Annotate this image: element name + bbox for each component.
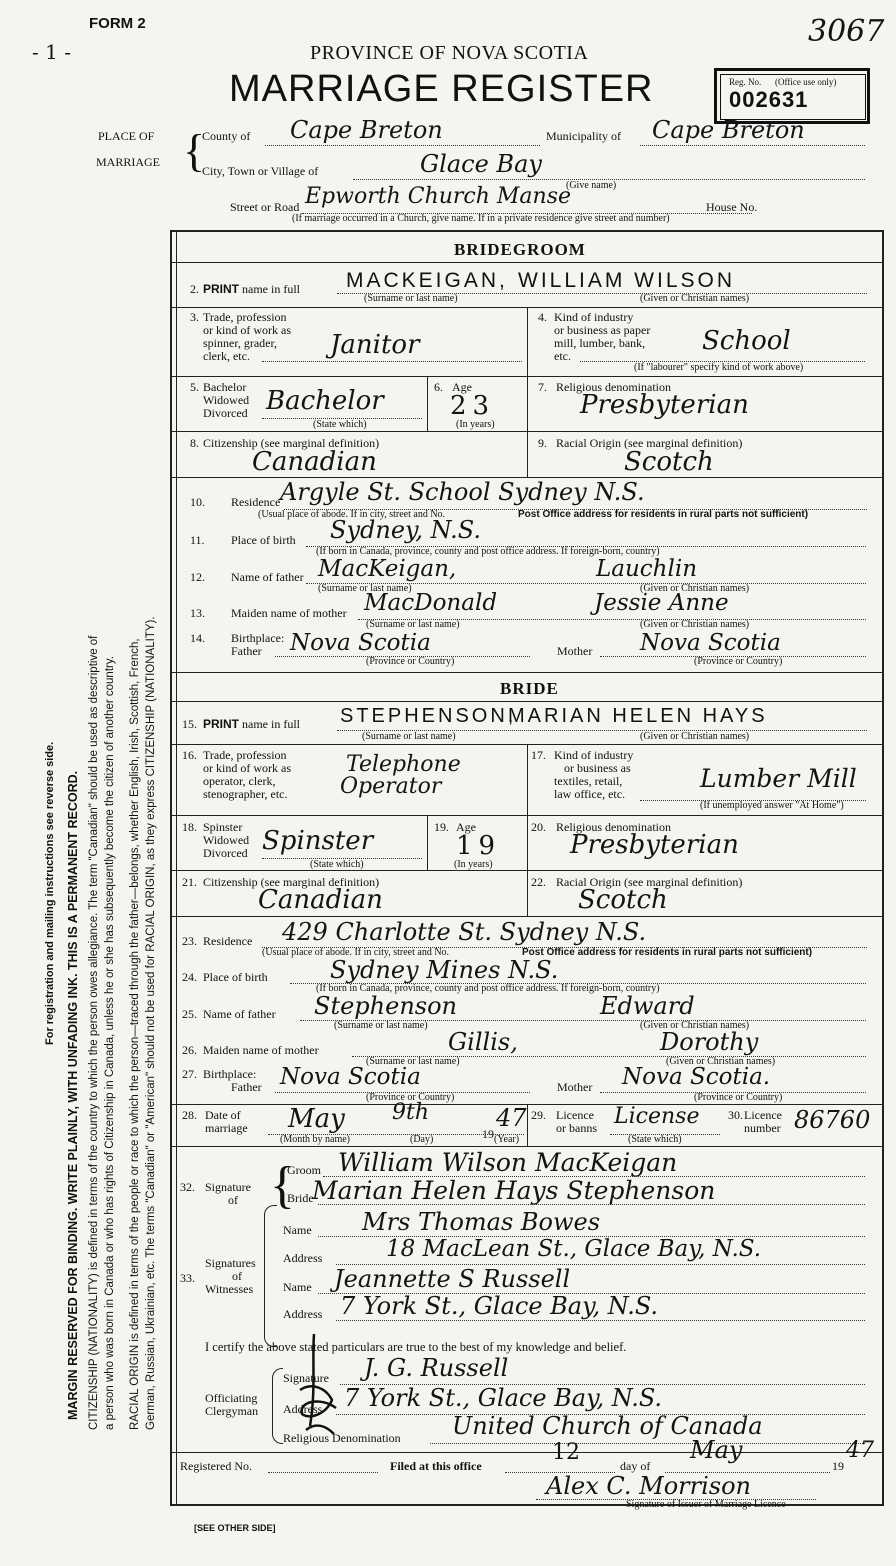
residence-label: Residence: [203, 934, 253, 948]
given-note: (Given or Christian names): [640, 619, 750, 630]
groom-racial-origin: Scotch: [624, 447, 714, 477]
bride-status-label-2: Widowed: [203, 833, 250, 847]
state-which-note: (State which): [310, 859, 364, 870]
margin-line-4: a person who was born in Canada or who has rights of Citizenship in Canada, unless he or she has subsequently become the citizen of another country.: [104, 656, 116, 1430]
bride-trade-label-1: Trade, profession: [203, 748, 287, 762]
birth-label: Place of birth: [231, 533, 296, 547]
bride-trade-line-1: Telephone: [346, 752, 461, 777]
racial-label: Racial Origin (see marginal definition): [556, 875, 743, 889]
birth-note: (If born in Canada, province, county and post office address. If foreign-born, country): [316, 546, 660, 557]
bride-trade-line-2: Operator: [340, 774, 442, 799]
county-label: County of: [202, 129, 251, 143]
item-number: 8.: [190, 436, 199, 450]
groom-trade-label-4: clerk, etc.: [203, 349, 250, 363]
item-number: 20.: [531, 820, 546, 834]
licence-label-1: Licence: [556, 1108, 594, 1122]
groom-given-names: WILLIAM WILSON: [518, 269, 736, 292]
given-note: (Given or Christian names): [640, 293, 750, 304]
item-number: 30.: [728, 1108, 743, 1122]
item-number: 12.: [190, 570, 205, 584]
bride-mother-surname: Gillis,: [448, 1028, 518, 1056]
age-label: Age: [456, 820, 476, 834]
surname-note: (Surname or last name): [366, 619, 460, 630]
corner-marks: - 1 -: [32, 40, 71, 64]
province-note: (Province or Country): [366, 656, 455, 667]
clergy-label-2: Clergyman: [205, 1404, 259, 1418]
bridegroom-heading: BRIDEGROOM: [454, 240, 586, 259]
bride-mother-given: Dorothy: [660, 1028, 759, 1056]
item-number: 16.: [182, 748, 197, 762]
groom-religion: Presbyterian: [580, 390, 749, 420]
licence-no-label-2: number: [744, 1121, 781, 1135]
citizenship-label: Citizenship (see marginal definition): [203, 436, 380, 450]
sig-label-2: of: [228, 1193, 238, 1207]
bride-citizenship: Canadian: [258, 885, 383, 915]
surname-note: (Surname or last name): [366, 1056, 460, 1067]
city-value: Glace Bay: [420, 150, 542, 178]
groom-industry-label-3: mill, lumber, bank,: [554, 336, 646, 350]
margin-line-1: For registration and mailing instructions see reverse side.: [44, 741, 56, 1045]
page-title: MARRIAGE REGISTER: [229, 68, 654, 110]
reg-no-value: 002631: [729, 87, 809, 112]
item-number: 4.: [538, 310, 547, 324]
clergy-address-label: Address: [283, 1402, 323, 1416]
given-note: (Given or Christian names): [640, 731, 750, 742]
item-number: 9.: [538, 436, 547, 450]
groom-trade: Janitor: [330, 330, 420, 360]
surname-note: (Surname or last name): [334, 1020, 428, 1031]
father-label: Name of father: [231, 570, 304, 584]
citizenship-label: Citizenship (see marginal definition): [203, 875, 380, 889]
clergy-address: 7 York St., Glace Bay, N.S.: [344, 1384, 663, 1412]
racial-label: Racial Origin (see marginal definition): [556, 436, 743, 450]
bride-mother-birthplace: Nova Scotia.: [622, 1064, 771, 1090]
bride-industry-note: (If unemployed answer "At Home"): [700, 800, 844, 811]
groom-status: Bachelor: [266, 386, 384, 416]
filed-label: Filed at this office: [390, 1459, 482, 1473]
province-heading: PROVINCE OF NOVA SCOTIA: [310, 42, 589, 64]
groom-sig-label: Groom: [287, 1163, 321, 1177]
father-word: Father: [231, 1080, 262, 1094]
bride-status: Spinster: [262, 826, 374, 856]
year-prefix: 19: [832, 1459, 844, 1473]
religion-label: Religious denomination: [556, 380, 671, 394]
bride-birthplace: Sydney Mines N.S.: [330, 956, 559, 984]
licence-number: 86760: [794, 1106, 871, 1134]
bride-trade-label-2: or kind of work as: [203, 761, 291, 775]
witness-label-3: Witnesses: [205, 1282, 254, 1296]
clergy-denomination: United Church of Canada: [452, 1412, 763, 1440]
year-note: (Year): [494, 1134, 520, 1145]
residence-note-a: (Usual place of abode. If in city, street and No.: [262, 947, 450, 958]
item-number: 26.: [182, 1043, 197, 1057]
bride-industry-label-3: textiles, retail,: [554, 774, 623, 788]
margin-line-2: MARGIN RESERVED FOR BINDING. WRITE PLAINLY, WITH UNFADING INK. THIS IS A PERMANENT RECORD.: [66, 770, 80, 1420]
groom-mother-given: Jessie Anne: [594, 590, 729, 616]
month-note: (Month by name): [280, 1134, 350, 1145]
place-heading-2: MARRIAGE: [96, 155, 161, 169]
state-which-note: (State which): [313, 419, 367, 430]
bride-industry-label-2: or business as: [564, 761, 631, 775]
item-number: 27.: [182, 1067, 197, 1081]
father-word: Father: [231, 644, 262, 658]
residence-note-b: Post Office address for residents in rural parts not sufficient): [518, 509, 809, 520]
filed-day: 12: [552, 1440, 580, 1465]
witness-1-name: Mrs Thomas Bowes: [362, 1208, 601, 1236]
county-value: Cape Breton: [290, 116, 443, 144]
bride-heading: BRIDE: [500, 679, 559, 698]
witness-label-1: Signatures: [205, 1256, 256, 1270]
issuer-label: Signature of Issuer of Marriage Licence: [626, 1499, 786, 1510]
day-note: (Day): [410, 1134, 434, 1145]
item-number: 15.: [182, 717, 197, 731]
street-note: (If marriage occurred in a Church, give name. If in a private residence give street and number): [292, 213, 670, 224]
bride-industry-label-1: Kind of industry: [554, 748, 634, 762]
item-number: 32.: [180, 1180, 195, 1194]
item-number: 2.: [190, 282, 199, 296]
bride-father-birthplace: Nova Scotia: [280, 1064, 421, 1090]
item-number: 17.: [531, 748, 546, 762]
margin-line-6: German, Russian, Ukrainian, etc. The terms "Canadian" or "American" should not be used for RACIAL ORIGIN, as they express CITIZENSHIP (NATIONALITY).: [145, 616, 157, 1430]
item-number: 25.: [182, 1007, 197, 1021]
witness-1-address: 18 MacLean St., Glace Bay, N.S.: [386, 1236, 762, 1262]
item-number: 18.: [182, 820, 197, 834]
registered-label: Registered No.: [180, 1459, 252, 1473]
birthplace-label: Birthplace:: [231, 631, 285, 645]
item-number: 33.: [180, 1271, 195, 1285]
groom-trade-label-2: or kind of work as: [203, 323, 291, 337]
age-label: Age: [452, 380, 472, 394]
province-note: (Province or Country): [694, 1092, 783, 1103]
groom-status-label-3: Divorced: [203, 406, 248, 420]
clergy-label-1: Officiating: [205, 1391, 258, 1405]
print-label: PRINT name in full: [203, 717, 300, 731]
item-number: 10.: [190, 495, 205, 509]
bride-trade-label-4: stenographer, etc.: [203, 787, 288, 801]
date-label-2: marriage: [205, 1121, 248, 1135]
groom-mother-surname: MacDonald: [364, 590, 498, 616]
witness-1-address-label: Address: [283, 1251, 323, 1265]
item-number: 6.: [434, 380, 443, 394]
groom-father-surname: MacKeigan,: [318, 556, 457, 582]
give-name-note: (Give name): [566, 180, 617, 191]
bride-industry-label-4: law office, etc.: [554, 787, 626, 801]
province-note: (Province or Country): [694, 656, 783, 667]
mother-word: Mother: [557, 644, 593, 658]
print-label: PRINT name in full: [203, 282, 300, 296]
residence-note-a: (Usual place of abode. If in city, street and No.: [258, 509, 446, 520]
item-number: 7.: [538, 380, 547, 394]
groom-industry-label-1: Kind of industry: [554, 310, 634, 324]
witness-2-address: 7 York St., Glace Bay, N.S.: [340, 1292, 659, 1320]
issuer-signature: Alex C. Morrison: [546, 1472, 752, 1500]
bride-surname: STEPHENSON,: [340, 705, 517, 727]
licence-or-banns: License: [614, 1104, 700, 1129]
surname-note: (Surname or last name): [318, 583, 412, 594]
given-note: (Given or Christian names): [640, 583, 750, 594]
groom-father-given: Lauchlin: [596, 556, 698, 582]
mother-label: Maiden name of mother: [203, 1043, 319, 1057]
margin-line-5: RACIAL ORIGIN is defined in terms of the people or race to which the person—traced through the father—belongs, whether English, Irish, Scottish, French,: [129, 638, 141, 1430]
groom-father-birthplace: Nova Scotia: [290, 630, 431, 656]
groom-citizenship: Canadian: [252, 447, 377, 477]
groom-mother-birthplace: Nova Scotia: [640, 630, 781, 656]
item-number: 23.: [182, 934, 197, 948]
mother-word: Mother: [557, 1080, 593, 1094]
groom-industry-label-4: etc.: [554, 349, 571, 363]
state-which-note: (State which): [628, 1134, 682, 1145]
house-label: House No.: [706, 200, 758, 214]
given-note: (Given or Christian names): [640, 1020, 750, 1031]
marriage-month: May: [288, 1104, 345, 1134]
year-prefix: 19: [482, 1127, 494, 1141]
groom-residence: Argyle St. School Sydney N.S.: [280, 478, 645, 506]
religion-label: Religious denomination: [556, 820, 671, 834]
bride-sig-label: Bride: [287, 1191, 314, 1205]
groom-trade-label-1: Trade, profession: [203, 310, 287, 324]
reg-no-label: Reg. No.: [729, 77, 762, 87]
province-note: (Province or Country): [366, 1092, 455, 1103]
mother-label: Maiden name of mother: [231, 606, 347, 620]
ink-scribble: [292, 1330, 342, 1440]
item-number: 11.: [190, 533, 205, 547]
date-label-1: Date of: [205, 1108, 241, 1122]
birth-note: (If born in Canada, province, county and post office address. If foreign-born, country): [316, 983, 660, 994]
margin-line-3: CITIZENSHIP (NATIONALITY) is defined in terms of the country to which the person owes allegiance. The term "Canadian" should be used as descriptive of: [88, 635, 100, 1430]
bride-age: 19: [456, 831, 502, 861]
item-number: 14.: [190, 631, 205, 645]
item-number: 21.: [182, 875, 197, 889]
form-label: FORM 2: [89, 15, 146, 32]
residence-label: Residence: [231, 495, 281, 509]
groom-industry: School: [702, 326, 791, 356]
denomination-label: Religious Denomination: [283, 1431, 401, 1445]
bride-religion: Presbyterian: [570, 830, 739, 860]
licence-no-label-1: Licence: [744, 1108, 782, 1122]
witness-2-name-label: Name: [283, 1280, 312, 1294]
city-label: City, Town or Village of: [202, 164, 319, 178]
surname-note: (Surname or last name): [362, 731, 456, 742]
see-other-side: [SEE OTHER SIDE]: [194, 1523, 276, 1533]
municipality-label: Municipality of: [546, 129, 621, 143]
witness-2-name: Jeannette S Russell: [334, 1265, 571, 1293]
item-number: 22.: [531, 875, 546, 889]
groom-status-label-1: Bachelor: [203, 380, 247, 394]
groom-signature: William Wilson MacKeigan: [338, 1148, 678, 1177]
item-number: 13.: [190, 606, 205, 620]
bride-status-label-3: Divorced: [203, 846, 248, 860]
groom-trade-label-3: spinner, grader,: [203, 336, 278, 350]
item-number: 19.: [434, 820, 449, 834]
item-number: 5.: [190, 380, 199, 394]
item-number: 24.: [182, 970, 197, 984]
clergy-signature: J. G. Russell: [364, 1354, 509, 1382]
residence-note-b: Post Office address for residents in rural parts not sufficient): [522, 947, 813, 958]
marriage-year: 47: [496, 1104, 527, 1132]
bride-father-given: Edward: [600, 992, 695, 1020]
father-label: Name of father: [203, 1007, 276, 1021]
groom-industry-label-2: or business as paper: [554, 323, 651, 337]
in-years-note: (In years): [454, 859, 493, 870]
item-number: 28.: [182, 1108, 197, 1122]
bride-trade-label-3: operator, clerk,: [203, 774, 276, 788]
licence-label-2: or banns: [556, 1121, 597, 1135]
certify-text: I certify the above stated particulars are true to the best of my knowledge and belief.: [205, 1340, 627, 1354]
municipality-value: Cape Breton: [652, 116, 805, 144]
day-of-label: day of: [620, 1459, 651, 1473]
given-note: (Given or Christian names): [666, 1056, 776, 1067]
groom-age: 23: [450, 391, 496, 421]
witness-2-address-label: Address: [283, 1307, 323, 1321]
groom-status-label-2: Widowed: [203, 393, 250, 407]
witness-label-2: of: [232, 1269, 242, 1283]
bride-status-label-1: Spinster: [203, 820, 243, 834]
groom-industry-note: (If "labourer" specify kind of work above): [634, 362, 804, 373]
in-years-note: (In years): [456, 419, 495, 430]
street-value: Epworth Church Manse: [305, 184, 572, 209]
filed-month: May: [690, 1436, 743, 1464]
clergy-signature-label: Signature: [283, 1371, 329, 1385]
bride-signature: Marian Helen Hays Stephenson: [312, 1176, 716, 1205]
bride-racial-origin: Scotch: [578, 885, 668, 915]
surname-note: (Surname or last name): [364, 293, 458, 304]
marriage-day: 9th: [392, 1100, 430, 1125]
item-number: 3.: [190, 310, 199, 324]
sig-label-1: Signature: [205, 1180, 251, 1194]
street-label: Street or Road: [230, 200, 300, 214]
groom-birthplace: Sydney, N.S.: [330, 516, 481, 544]
item-number: 29.: [531, 1108, 546, 1122]
birthplace-label: Birthplace:: [203, 1067, 257, 1081]
filed-year: 47: [846, 1438, 874, 1463]
bride-residence: 429 Charlotte St. Sydney N.S.: [282, 918, 647, 946]
bride-industry: Lumber Mill: [700, 764, 857, 793]
groom-surname: MACKEIGAN,: [346, 269, 508, 292]
bride-father-surname: Stephenson: [314, 992, 457, 1020]
place-brace: {: [183, 125, 206, 176]
reg-no-office-use: (Office use only): [775, 77, 837, 87]
witness-1-name-label: Name: [283, 1223, 312, 1237]
bride-given-names: MARIAN HELEN HAYS: [508, 705, 768, 727]
file-number: 3067: [808, 14, 885, 49]
birth-label: Place of birth: [203, 970, 268, 984]
place-heading-1: PLACE OF: [98, 129, 155, 143]
